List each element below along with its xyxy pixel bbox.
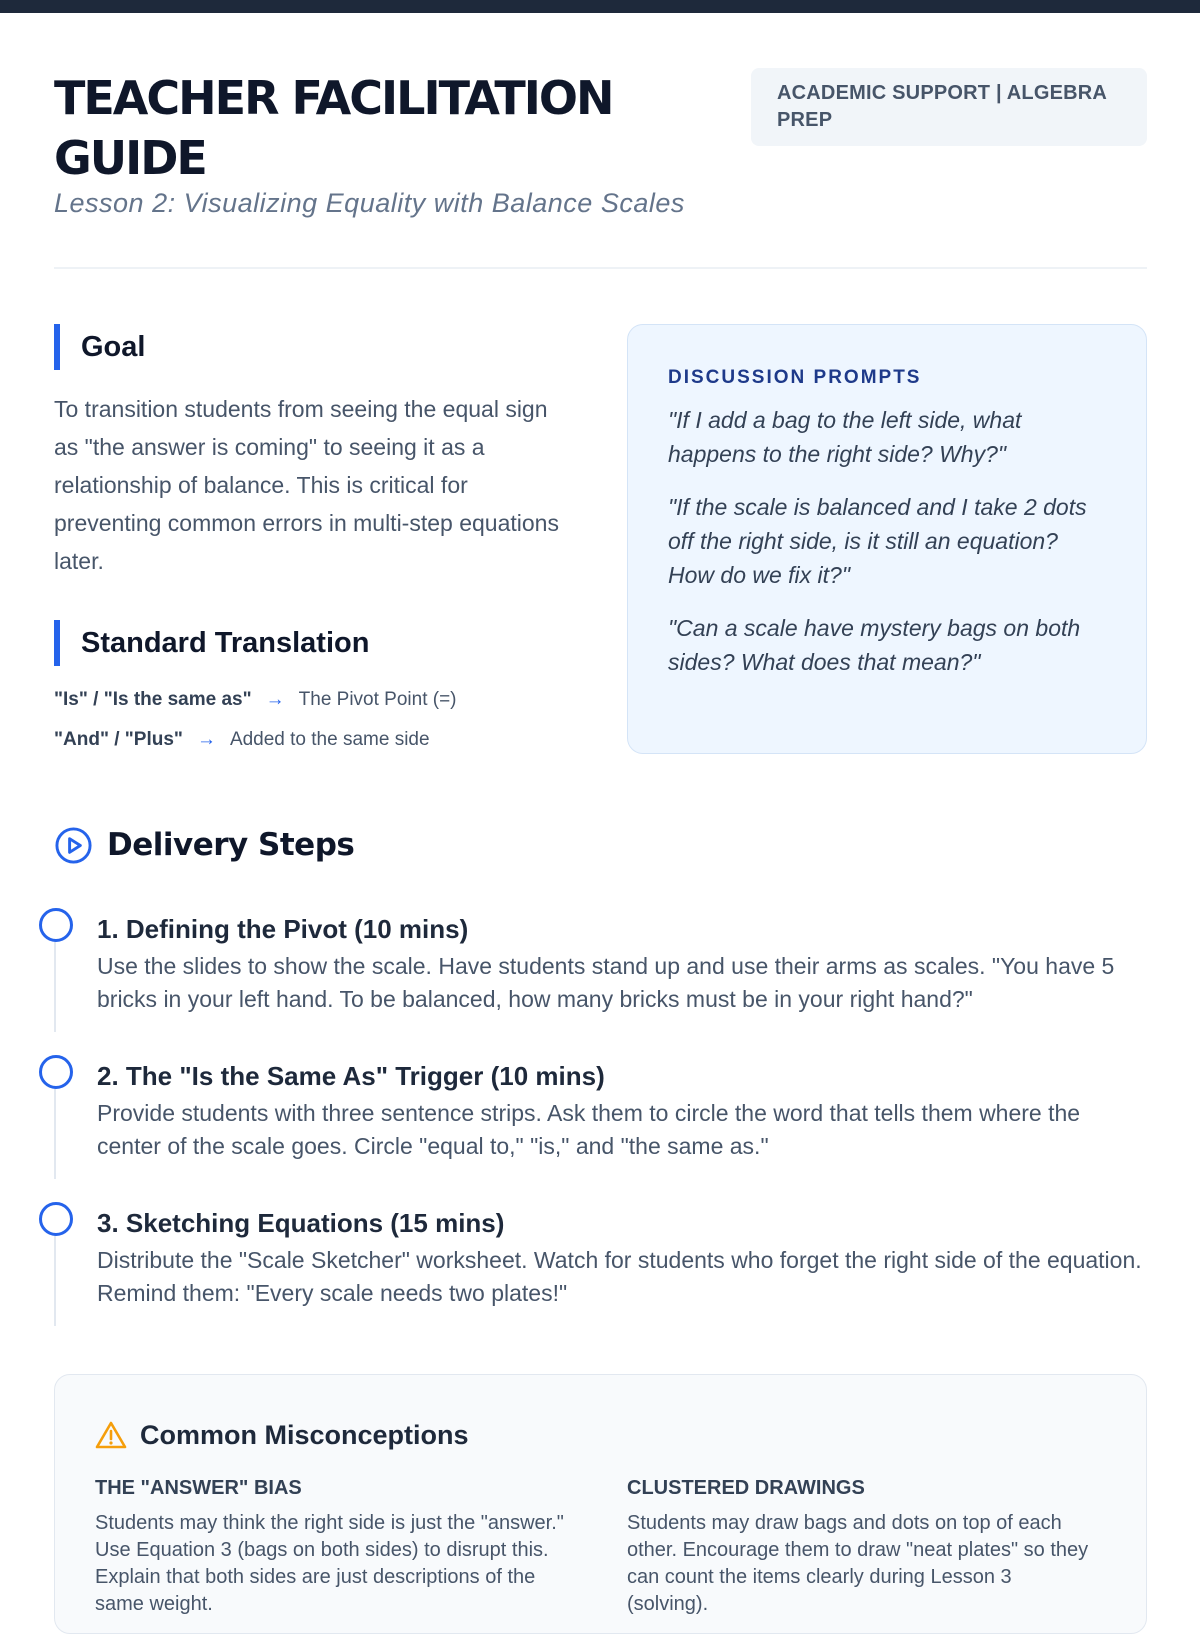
delivery-steps-heading: Delivery Steps (107, 827, 355, 863)
arrow-right-icon: → (265, 689, 285, 710)
header-divider (54, 267, 1147, 269)
misconceptions-header (95, 1417, 469, 1453)
step-title: 1. Defining the Pivot (10 mins) (97, 914, 469, 944)
misconceptions-panel (54, 1374, 1147, 1634)
discussion-prompt: "If I add a bag to the left side, what happens to the right side? Why?" (668, 407, 1022, 467)
translation-term: "And" / "Plus" (54, 729, 183, 750)
discussion-prompts-label: DISCUSSION PROMPTS (668, 367, 922, 388)
lesson-subtitle: Lesson 2: Visualizing Equality with Balance Scales (54, 188, 685, 218)
step-body: Distribute the "Scale Sketcher" worksheet. Watch for students who forget the right side of the equation. Remind them: "Every scale needs two plates!" (97, 1247, 1142, 1306)
play-circle-icon (54, 826, 93, 865)
standard-translation-heading: Standard Translation (54, 620, 369, 666)
step-title: 2. The "Is the Same As" Trigger (10 mins) (97, 1061, 605, 1091)
step-body: Use the slides to show the scale. Have students stand up and use their arms as scales. "You have 5 bricks in your left hand. To be balanced, how many bricks must be in your right hand?" (97, 953, 1115, 1012)
misconception-text: Students may draw bags and dots on top of each other. Encourage them to draw "neat plates" so they can count the items clearly during Lesson 3 (solving). (627, 1512, 1089, 1615)
misconception-text: Students may think the right side is just the "answer." Use Equation 3 (bags on both sides) to disrupt this. Explain that both sides are just descriptions of the same weight. (95, 1512, 564, 1615)
delivery-steps-header (54, 822, 354, 868)
translation-row (54, 728, 430, 752)
translation-meaning: Added to the same side (229, 729, 430, 750)
goal-heading: Goal (54, 324, 145, 370)
misconception-title: CLUSTERED DRAWINGS (627, 1477, 865, 1499)
goal-text: To transition students from seeing the equal sign as "the answer is coming" to seeing it as a relationship of balance. This is critical for preventing common errors in multi-step equations later. (54, 396, 559, 574)
misconception-item (95, 1477, 565, 1618)
translation-row (54, 688, 457, 712)
arrow-right-icon: → (196, 729, 216, 750)
warning-triangle-icon (95, 1420, 127, 1450)
discussion-prompts-panel (627, 324, 1147, 754)
misconception-title: THE "ANSWER" BIAS (95, 1477, 302, 1499)
guide-page (54, 0, 1147, 1615)
step-marker (39, 1055, 73, 1089)
step-marker (39, 908, 73, 942)
step-marker (39, 1202, 73, 1236)
translation-term: "Is" / "Is the same as" (54, 689, 252, 710)
program-tag-label: ACADEMIC SUPPORT | ALGEBRA PREP (777, 82, 1107, 131)
program-tag (751, 68, 1147, 146)
discussion-prompt: "Can a scale have mystery bags on both sides? What does that mean?" (668, 615, 1081, 675)
translation-meaning: The Pivot Point (=) (298, 689, 457, 710)
step-title: 3. Sketching Equations (15 mins) (97, 1208, 505, 1238)
page-title: TEACHER FACILITATION GUIDE (54, 71, 613, 185)
misconception-item (627, 1477, 1097, 1618)
discussion-prompt: "If the scale is balanced and I take 2 dots off the right side, is it still an equation? How do we fix it?" (668, 494, 1087, 588)
misconceptions-heading: Common Misconceptions (140, 1419, 469, 1450)
step-body: Provide students with three sentence strips. Ask them to circle the word that tells them where the center of the scale goes. Circle "equal to," "is," and "the same as." (97, 1100, 1081, 1159)
